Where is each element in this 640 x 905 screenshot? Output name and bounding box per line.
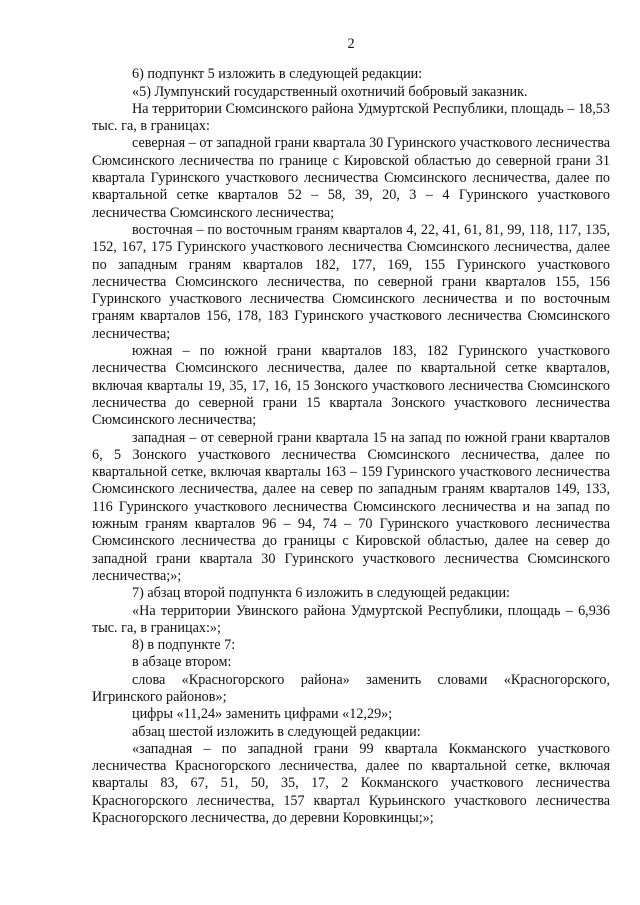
paragraph-second-subparagraph: в абзаце втором:: [132, 654, 232, 671]
paragraph-item-8: 8) в подпункте 7:: [132, 637, 236, 654]
document-body: [92, 66, 610, 827]
paragraph-north-boundary: северная – от западной грани квартала 30 Гуринского участкового лесничества Сюмсинского лесничества по границе с Кировской областью до северной грани 31 квартала Гуринского участкового лесничества Сюмсинского лесничества, далее по квартальной сетке кварталов 52 – 58, 39, 20, 3 – 4 Гуринского участкового лесничества Сюмсинского лесничества;: [92, 135, 610, 221]
paragraph-reserve-title: «5) Лумпунский государственный охотничий бобровый заказник.: [132, 83, 528, 100]
paragraph-south-boundary: южная – по южной грани кварталов 183, 182 Гуринского участкового лесничества Сюмсинского лесничества, далее по квартальной сетке кварталов, включая кварталы 19, 35, 17, 16, 15 Зонского участкового лесничества Сюмсинского лесничества до северной грани 15 квартала Зонского участкового лесничества Сюмсинского лесничества;: [92, 343, 610, 429]
paragraph-uva-territory: «На территории Увинского района Удмуртской Республики, площадь – 6,936 тыс. га, в границах:»;: [92, 602, 610, 636]
paragraph-west-boundary: западная – от северной грани квартала 15 на запад по южной грани кварталов 6, 5 Зонского участкового лесничества Сюмсинского лесничества, далее по квартальной сетке, включая кварталы 163 – 159 Гуринского участкового лесничества Сюмсинского лесничества, далее на север по западным граням кварталов 149, 133, 116 Гуринского участкового лесничества Сюмсинского лесничества и на запад по южным граням кварталов 96 – 94, 74 – 70 Гуринского участкового лесничества Сюмсинского лесничества до границы с Кировской областью, далее на север до западной грани квартала 30 Гуринского участкового лесничества Сюмсинского лесничества;»;: [92, 429, 610, 584]
paragraph-west-krasnogorsk: «западная – по западной грани 99 квартала Кокманского участкового лесничества Красногорского лесничества, далее по квартальной сетке, включая кварталы 83, 67, 51, 50, 35, 17, 2 Кокманского участкового лесничества Красногорского лесничества, 157 квартал Курьинского участкового лесничества Красногорского лесничества, до деревни Коровкинцы;»;: [92, 740, 610, 827]
paragraph-territory-area: На территории Сюмсинского района Удмуртской Республики, площадь – 18,53 тыс. га, в границах:: [92, 100, 610, 135]
paragraph-item-7: 7) абзац второй подпункта 6 изложить в следующей редакции:: [132, 585, 511, 602]
paragraph-replace-numbers: цифры «11,24» заменить цифрами «12,29»;: [132, 706, 393, 723]
page-number: 2: [347, 36, 355, 52]
paragraph-item-6: 6) подпункт 5 изложить в следующей редакции:: [132, 66, 423, 83]
paragraph-replace-words: слова «Красногорского района» заменить словами «Красногорского, Игринского районов»;: [92, 671, 610, 705]
paragraph-sixth-subparagraph: абзац шестой изложить в следующей редакции:: [132, 723, 421, 740]
paragraph-east-boundary: восточная – по восточным граням кварталов 4, 22, 41, 61, 81, 99, 118, 117, 135, 152, 167, 175 Гуринского участкового лесничества Сюмсинского лесничества, далее по западным граням кварталов 182, 177, 169, 155 Гуринского участкового лесничества Сюмсинского лесничества, по северной грани кварталов 155, 156 Гуринского участкового лесничества Сюмсинского лесничества и по восточным граням кварталов 156, 178, 183 Гуринского участкового лесничества Сюмсинского лесничества;: [92, 221, 610, 342]
